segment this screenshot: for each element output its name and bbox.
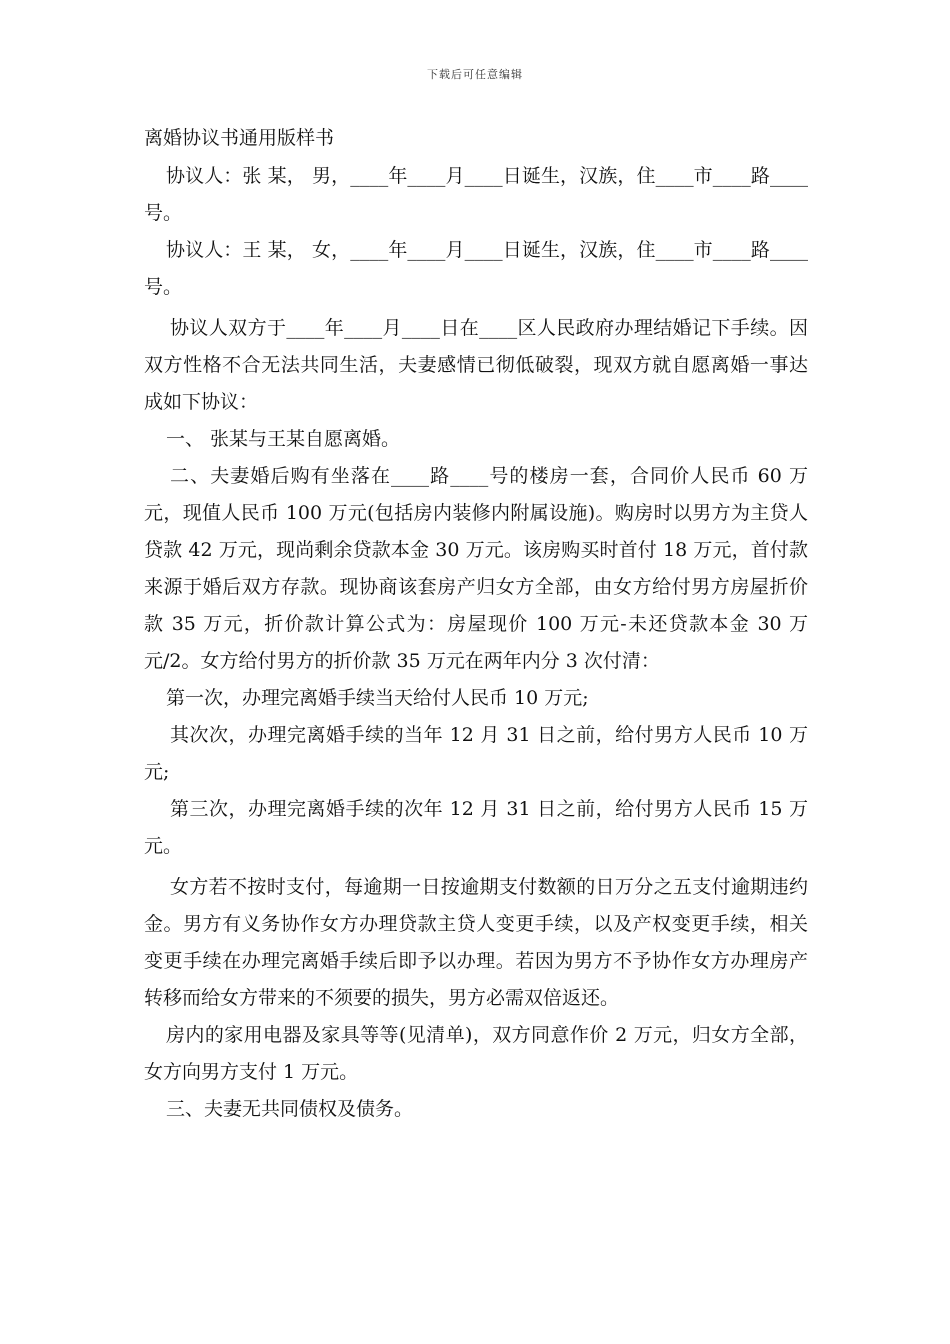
document-body [144,124,808,1128]
paragraph-preamble: 协议人双方于____年____月____日在____区人民政府办理结婚记下手续。因双方性格不合无法共同生活，夫妻感情已彻低破裂，现双方就自愿离婚一事达成如下协议： [144,317,808,413]
paragraph-late-penalty: 女方若不按时支付，每逾期一日按逾期支付数额的日万分之五支付逾期违约金。男方有义务协作女方办理贷款主贷人变更手续，以及产权变更手续，相关变更手续在办理完离婚手续后即予以办理。若因为男方不予协作女方办理房产转移而给女方带来的不须要的损失，男方必需双倍返还。 [144,876,808,1009]
paragraph-clause-1: 一、 张某与王某自愿离婚。 [166,428,401,450]
paragraph-payment-3: 第三次，办理完离婚手续的次年 12 月 31 日之前，给付男方人民币 15 万元。 [144,798,808,857]
paragraph-party-1: 协议人：张 某， 男，____年____月____日诞生，汉族，住____市____路____号。 [144,165,808,224]
paragraph-clause-3: 三、夫妻无共同债权及债务。 [166,1098,414,1120]
paragraph-furniture: 房内的家用电器及家具等等(见清单)，双方同意作价 2 万元，归女方全部，女方向男方支付 1 万元。 [144,1024,808,1083]
paragraph-clause-2: 二、夫妻婚后购有坐落在____路____号的楼房一套，合同价人民币 60 万元，现值人民币 100 万元(包括房内装修内附属设施)。购房时以男方为主贷人 贷款 42 万元，现尚剩余贷款本金 30 万元。该房购买时首付 18 万元，首付款来源于婚后双方存款。现协商该套房产归女方全部，由女方给付男方房屋折价款 35 万元，折价款计算公式为：房屋现价 100 万元-未还贷款本金 30 万元/2。女方给付男方的折价款 35 万元在两年内分 3 次付清： [144,465,808,672]
document-title: 离婚协议书通用版样书 [144,127,335,149]
page-header-note: 下载后可任意编辑 [427,68,523,81]
paragraph-payment-1: 第一次，办理完离婚手续当天给付人民币 10 万元; [166,687,589,709]
paragraph-party-2: 协议人：王 某， 女，____年____月____日诞生，汉族，住____市____路____号。 [144,239,808,298]
paragraph-payment-2: 其次次，办理完离婚手续的当年 12 月 31 日之前，给付男方人民币 10 万元; [144,724,808,783]
